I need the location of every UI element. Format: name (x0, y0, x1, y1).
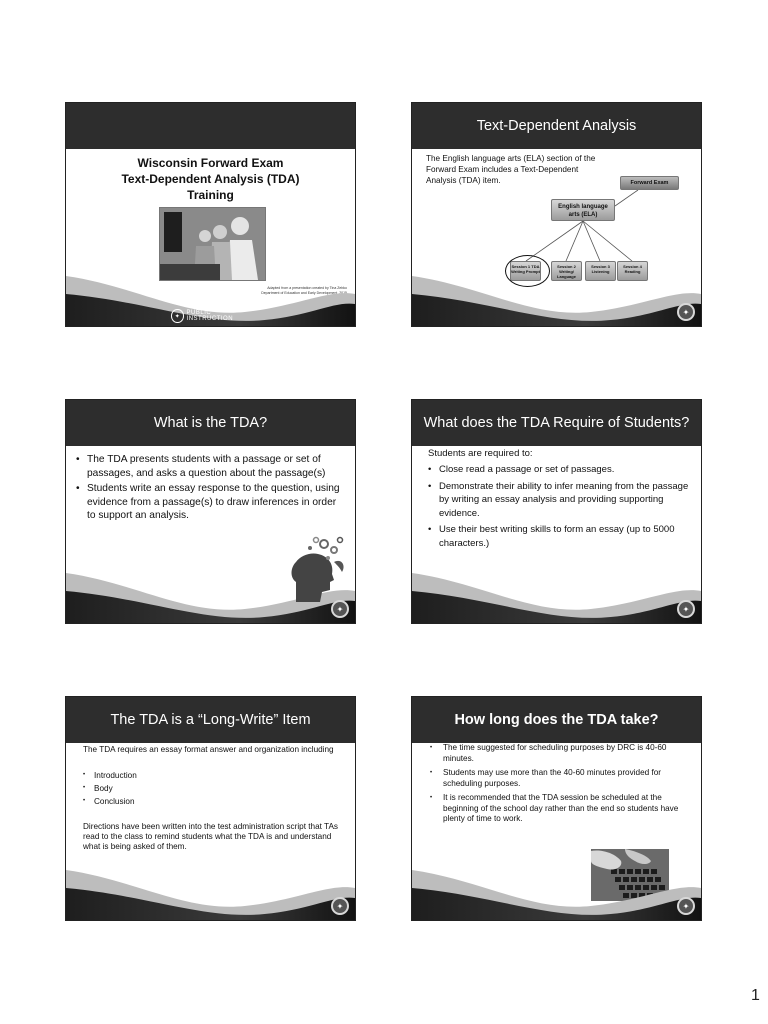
dpi-seal-icon: ✦ (677, 600, 695, 618)
diagram-session: Session 1 TDA Writing Prompt (510, 261, 541, 281)
title-line: Text-Dependent Analysis (TDA) (121, 172, 300, 186)
footer-wave (412, 256, 701, 326)
diagram-session: Session 4 Reading (617, 261, 648, 281)
dpi-seal-icon: ✦ (677, 897, 695, 915)
list-item: • Students write an essay response to the question, using evidence from a passage(s) to draw inferences in order to support an analysis. (74, 482, 346, 523)
slide-text-dependent-analysis[interactable] (411, 102, 702, 327)
dpi-seal-icon: ✦ (331, 897, 349, 915)
title-line: Wisconsin Forward Exam (137, 156, 284, 170)
diagram-session: Session 2 Writing/ Language (551, 261, 582, 281)
credit-line: Adapted from a presentation created by Tina Zebko (267, 286, 347, 290)
bullet-list (74, 453, 346, 525)
list-item: • Demonstrate their ability to infer meaning from the passage by writing an essay analysis and providing supporting evidence. (426, 480, 696, 521)
footer-wave (412, 850, 701, 920)
list-item: • Use their best writing skills to form an essay (up to 5000 characters.) (426, 523, 696, 550)
list-item: • Conclusion (83, 795, 137, 808)
slide-title[interactable] (65, 102, 356, 327)
dpi-seal-icon: ✦ (331, 600, 349, 618)
slide-header: What is the TDA? (66, 400, 355, 446)
slide-header: How long does the TDA take? (412, 697, 701, 743)
list-item: • The TDA presents students with a passage or set of passages, and asks a question about the passage(s) (74, 453, 346, 480)
head-gears-icon (288, 532, 348, 607)
title-line: Training (187, 188, 234, 202)
slide-tda-requirements[interactable] (411, 399, 702, 624)
seal-icon: ✦ (171, 309, 184, 323)
footer-wave (66, 850, 355, 920)
slide-what-is-tda[interactable] (65, 399, 356, 624)
slide-long-write[interactable] (65, 696, 356, 921)
slide-note-text: Directions have been written into the test administration script that TAs read to the class to remind students what the TDA is and understand what is being asked of them. (83, 822, 338, 851)
bullet-list (83, 769, 137, 808)
list-item: • It is recommended that the TDA session be scheduled at the beginning of the school day rather than the end so students have plenty of time to work. (428, 793, 696, 825)
footer-wave (412, 553, 701, 623)
bullet-list (426, 463, 696, 553)
slide-intro-text: The TDA requires an essay format answer and organization including (83, 745, 334, 754)
list-item: • Introduction (83, 769, 137, 782)
slide-intro-text: The English language arts (ELA) section of the Forward Exam includes a Text-Dependent Analysis (TDA) item. (426, 154, 596, 185)
bullet-list (428, 743, 696, 829)
diagram-ela: English language arts (ELA) (551, 199, 615, 221)
slide-header (66, 103, 355, 149)
slide-header: Text-Dependent Analysis (412, 103, 701, 149)
dpi-logo (171, 308, 251, 324)
list-item: • The time suggested for scheduling purposes by DRC is 40-60 minutes. (428, 743, 696, 764)
slide-title-text (66, 155, 355, 203)
list-item: • Body (83, 782, 137, 795)
page-number: 1 (751, 987, 760, 1004)
list-item: • Students may use more than the 40-60 minutes provided for scheduling purposes. (428, 768, 696, 789)
slide-tda-duration[interactable] (411, 696, 702, 921)
dpi-logo-text: PUBLIC INSTRUCTION (186, 310, 234, 322)
credit-line: Department of Education and Early Development, 2015 (261, 291, 347, 295)
list-item: • Close read a passage or set of passages. (426, 463, 696, 477)
dpi-seal-icon: ✦ (677, 303, 695, 321)
slide-lead-text: Students are required to: (428, 448, 533, 459)
slide-header: What does the TDA Require of Students? (412, 400, 701, 446)
diagram-session: Session 3 Listening (585, 261, 616, 281)
diagram-forward-exam: Forward Exam (620, 176, 679, 190)
slide-header: The TDA is a “Long-Write” Item (66, 697, 355, 743)
